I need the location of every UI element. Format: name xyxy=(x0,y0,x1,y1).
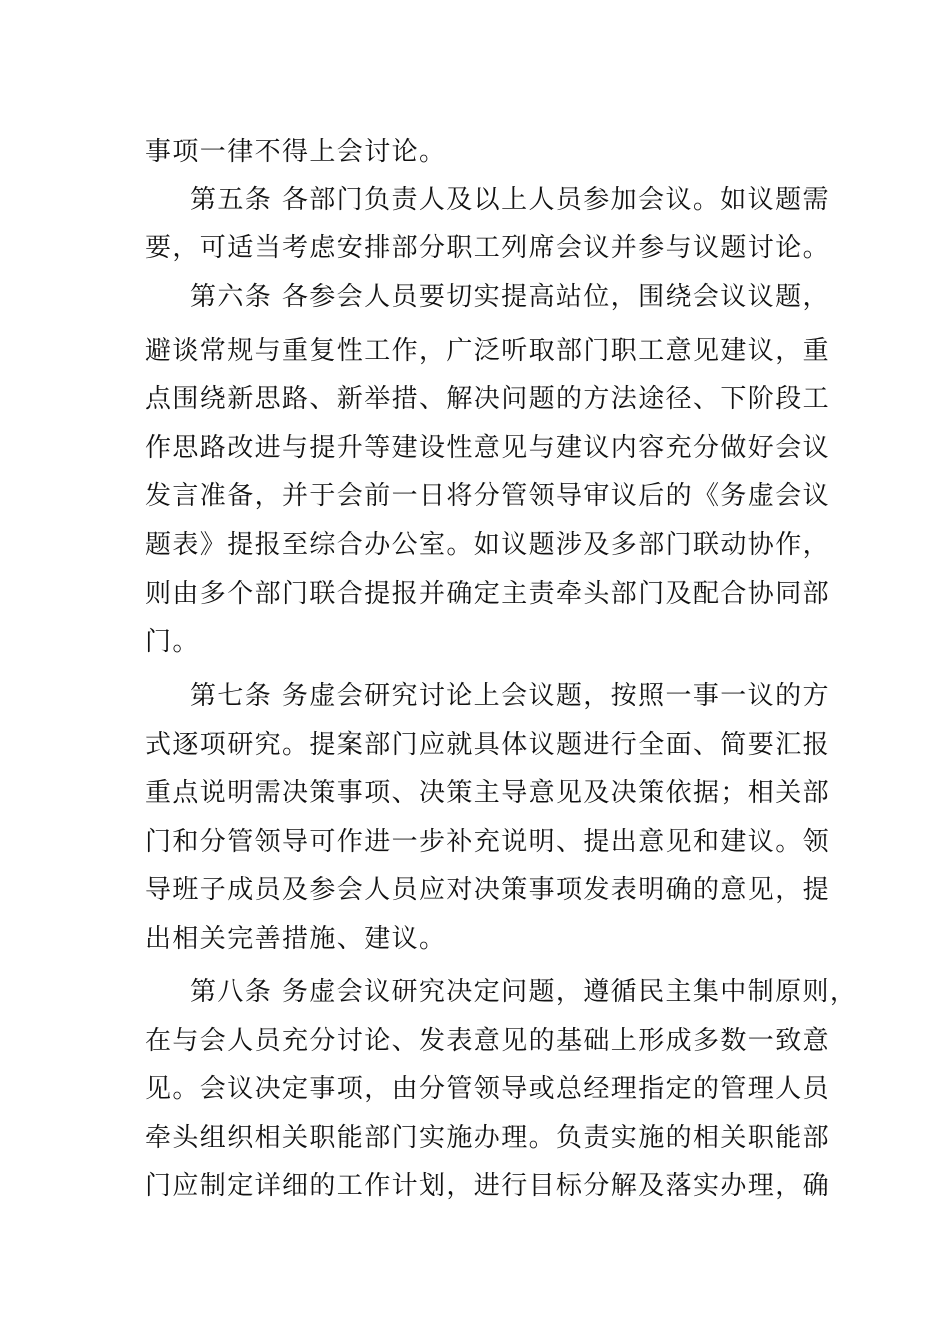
text-line: 发言准备，并于会前一日将分管领导审议后的《务虚会议 xyxy=(145,481,831,511)
paragraph-first-line: 第六条 各参会人员要切实提高站位，围绕会议议题， xyxy=(190,282,830,312)
text-line: 牵头组织相关职能部门实施办理。负责实施的相关职能部 xyxy=(145,1123,831,1153)
text-line: 则由多个部门联合提报并确定主责牵头部门及配合协同部 xyxy=(145,579,831,609)
text-line: 在与会人员充分讨论、发表意见的基础上形成多数一致意 xyxy=(145,1026,831,1056)
text-line: 导班子成员及参会人员应对决策事项发表明确的意见，提 xyxy=(145,875,831,905)
text-line: 式逐项研究。提案部门应就具体议题进行全面、简要汇报 xyxy=(145,730,831,760)
text-line: 题表》提报至综合办公室。如议题涉及多部门联动协作， xyxy=(145,530,831,560)
text-line: 重点说明需决策事项、决策主导意见及决策依据；相关部 xyxy=(145,778,831,808)
text-line: 点围绕新思路、新举措、解决问题的方法途径、下阶段工 xyxy=(145,384,831,414)
text-line: 避谈常规与重复性工作，广泛听取部门职工意见建议，重 xyxy=(145,336,831,366)
paragraph-first-line: 第八条 务虚会议研究决定问题，遵循民主集中制原则， xyxy=(190,977,858,1007)
text-line: 出相关完善措施、建议。 xyxy=(145,924,447,954)
text-line: 门。 xyxy=(145,627,200,657)
text-line: 作思路改进与提升等建设性意见与建议内容充分做好会议 xyxy=(145,433,831,463)
paragraph-first-line: 第七条 务虚会研究讨论上会议题，按照一事一议的方 xyxy=(190,681,830,711)
paragraph-first-line: 第五条 各部门负责人及以上人员参加会议。如议题需 xyxy=(190,185,830,215)
text-line: 见。会议决定事项，由分管领导或总经理指定的管理人员 xyxy=(145,1074,831,1104)
text-line: 门应制定详细的工作计划，进行目标分解及落实办理，确 xyxy=(145,1171,831,1201)
text-line: 要，可适当考虑安排部分职工列席会议并参与议题讨论。 xyxy=(145,233,831,263)
text-line: 事项一律不得上会讨论。 xyxy=(145,137,447,167)
text-line: 门和分管领导可作进一步补充说明、提出意见和建议。领 xyxy=(145,827,831,857)
